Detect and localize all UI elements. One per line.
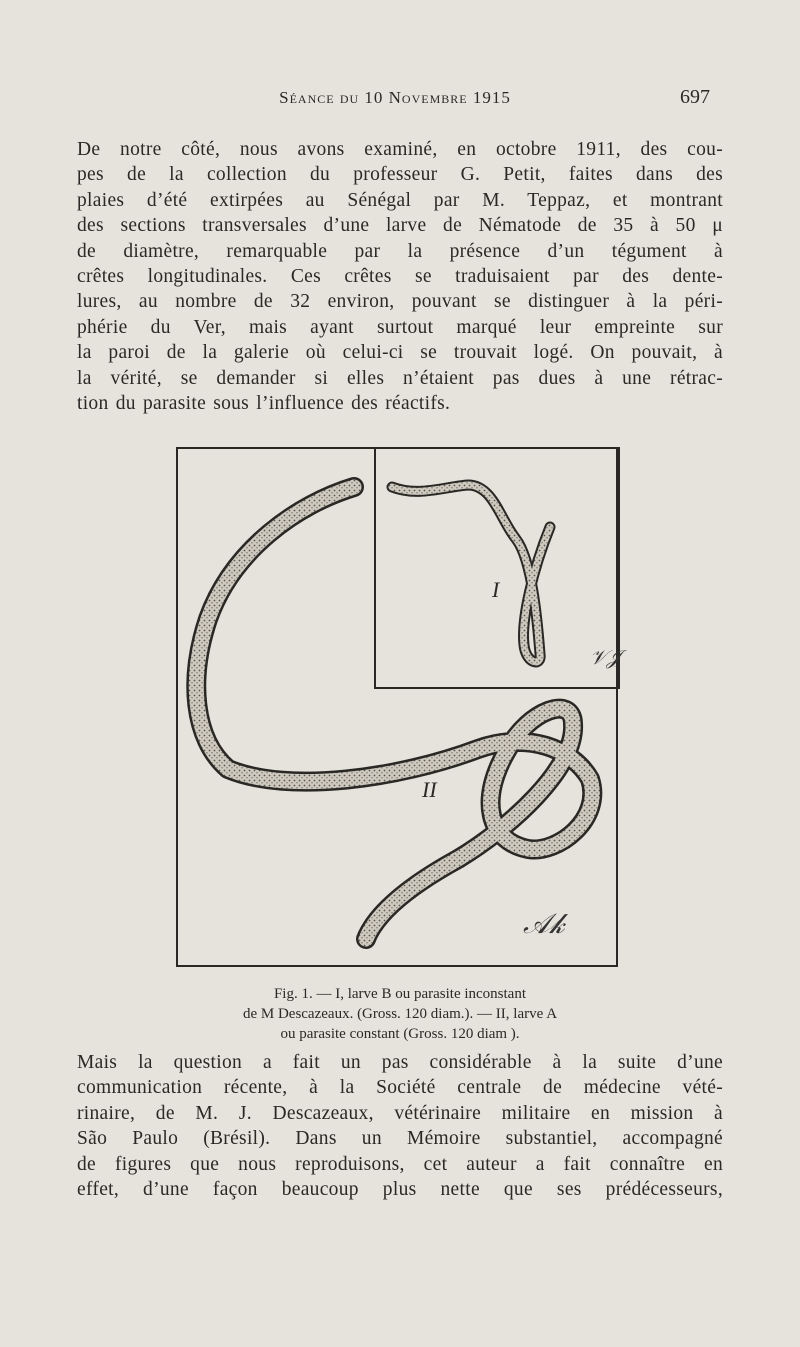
text-line: des sections transversales d’une larve de Nématode de 35 à 50 μ [77,215,723,237]
text-line: lures, au nombre de 32 environ, pouvant se distinguer à la péri- [77,291,723,313]
caption-line: Fig. 1. — I, larve B ou parasite inconstant [273,986,527,1002]
page-number: 697 [680,86,710,108]
text-line: de diamètre, remarquable par la présence d’un tégument à [77,240,723,262]
text-line: pes de la collection du professeur G. Petit, faites dans des [77,164,723,186]
inset-frame [374,447,620,689]
text-line: tion du parasite sous l’influence des réactifs. [77,392,451,414]
paragraph-2 [77,1050,723,1202]
text-line: Mais la question a fait un pas considérable à la suite d’une [77,1052,723,1073]
nematode-figure [176,447,621,967]
text-line: rinaire, de M. J. Descazeaux, vétérinaire militaire en mission à [77,1102,723,1124]
text-line: la paroi de la galerie où celui-ci se trouvait logé. On pouvait, à [77,342,723,364]
figure-label-ii: II [422,777,437,802]
text-line: phérie du Ver, mais ayant surtout marqué leur empreinte sur [77,316,723,338]
text-line: plaies d’été extirpées au Sénégal par M. Teppaz, et montrant [77,189,723,211]
text-line: São Paulo (Brésil). Dans un Mémoire substantiel, accompagné [77,1128,723,1150]
figure-caption [160,984,640,1044]
caption-line: de M Descazeaux. (Gross. 120 diam.). — II, larve A [242,1006,558,1022]
artist-signature-mark: 𝒱𝒥 [590,647,621,669]
running-title: Séance du 10 Novembre 1915 [279,88,511,107]
text-line: la vérité, se demander si elles n’étaient pas dues à une rétrac- [77,367,723,389]
page-header [70,88,720,114]
paragraph-1 [77,137,723,416]
text-line: de figures que nous reproduisons, cet auteur a fait connaître en [77,1153,723,1175]
text-line: De notre côté, nous avons examiné, en octobre 1911, des cou- [77,139,723,160]
text-line: crêtes longitudinales. Ces crêtes se traduisaient par des dente- [77,265,723,287]
caption-line: ou parasite constant (Gross. 120 diam ). [280,1026,520,1042]
figure-label-i: I [492,577,500,602]
text-line: communication récente, à la Société centrale de médecine vété- [77,1077,723,1099]
artist-signature-mark: 𝒜𝓀 [523,909,565,940]
text-line: effet, d’une façon beaucoup plus nette que ses prédécesseurs, [77,1178,723,1200]
